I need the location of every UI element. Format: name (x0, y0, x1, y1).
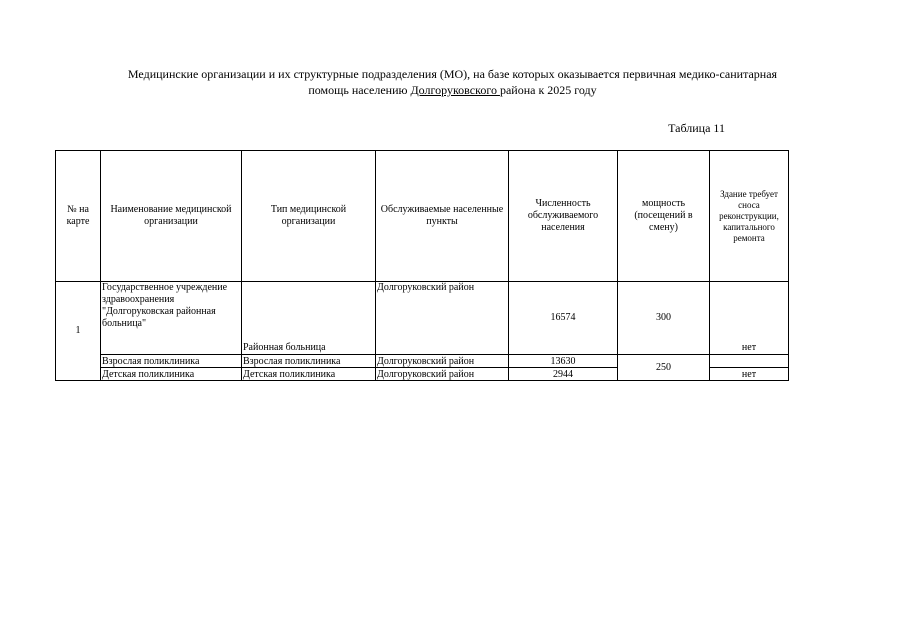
row-org-name: Государственное учреждение здравоохранения "Долгоруковская районная больница" (101, 282, 242, 355)
header-map-number: № на карте (56, 151, 101, 282)
row-org-type: Районная больница (242, 282, 376, 355)
row-building-status: нет (710, 282, 789, 355)
header-building-status: Здание требует сноса реконструкции, капитального ремонта (710, 151, 789, 282)
row-map-number: 1 (56, 282, 101, 381)
row-served-areas: Долгоруковский район (376, 282, 509, 355)
document-title (40, 66, 865, 98)
row-population: 2944 (509, 368, 618, 381)
district-name: Долгоруковского (410, 83, 500, 97)
header-population: Численность обслуживаемого населения (509, 151, 618, 282)
row-building-status: нет (710, 368, 789, 381)
row-org-type: Детская поликлиника (242, 368, 376, 381)
header-served-areas: Обслуживаемые населенные пункты (376, 151, 509, 282)
title-line-2 (40, 82, 865, 98)
merged-capacity: 250 (618, 355, 710, 381)
row-served-areas: Долгоруковский район (376, 368, 509, 381)
title-line-2-pre: помощь населению (308, 83, 411, 97)
row-population: 16574 (509, 282, 618, 355)
title-line-2-post: района к 2025 году (499, 83, 597, 97)
row-capacity: 300 (618, 282, 710, 355)
row-building-status (710, 355, 789, 368)
row-org-name: Детская поликлиника (101, 368, 242, 381)
row-served-areas: Долгоруковский район (376, 355, 509, 368)
table-number: Таблица 11 (668, 121, 725, 135)
header-capacity: мощность (посещений в смену) (618, 151, 710, 282)
row-org-type: Взрослая поликлиника (242, 355, 376, 368)
mo-table (55, 150, 789, 381)
title-line-1: Медицинские организации и их структурные подразделения (МО), на базе которых оказывается первичная медико-санитарная (127, 67, 778, 81)
header-org-type: Тип медицинской организации (242, 151, 376, 282)
table-row (56, 282, 789, 355)
header-org-name: Наименование медицинской организации (101, 151, 242, 282)
table-row (56, 355, 789, 368)
table-header-row (56, 151, 789, 282)
row-org-name: Взрослая поликлиника (101, 355, 242, 368)
row-population: 13630 (509, 355, 618, 368)
